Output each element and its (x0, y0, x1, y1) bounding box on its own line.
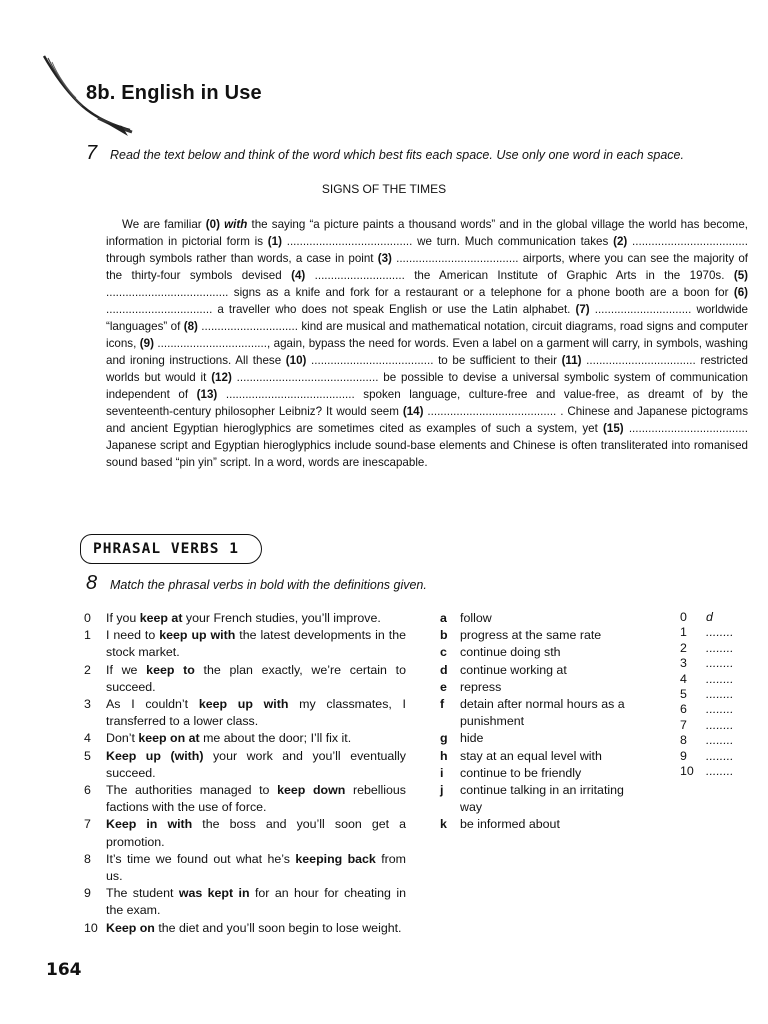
answer-number: 9 (680, 748, 687, 763)
answer-row (680, 672, 750, 687)
sentence-list (84, 610, 406, 937)
sentence-item (84, 816, 406, 850)
sentence-number: 6 (84, 783, 91, 798)
sentence-number: 10 (84, 920, 98, 935)
sentence-number: 2 (84, 662, 91, 677)
definition-list (440, 610, 630, 834)
definition-item (440, 679, 630, 696)
sentence-number: 3 (84, 697, 91, 712)
section-title: 8b. English in Use (86, 82, 262, 104)
sentence-segment: the boss and you’ll soon get a promotion. (106, 817, 406, 849)
passage-segment: (15) (603, 422, 624, 435)
definition-text: repress (460, 679, 502, 694)
sentence-segment: keep up with (159, 628, 236, 643)
answer-blank[interactable]: ........ (706, 702, 734, 717)
passage-segment: (14) (402, 405, 424, 418)
sentence-text (106, 627, 406, 661)
sentence-segment: your French studies, you’ll improve. (182, 611, 381, 625)
answer-blank[interactable]: ........ (706, 671, 734, 686)
passage-paragraph (106, 216, 748, 471)
definition-text: continue working at (460, 662, 567, 677)
sentence-item (84, 851, 406, 885)
sentence-text (106, 920, 406, 937)
answer-blank[interactable]: ........ (706, 640, 734, 655)
passage-segment: ................................. a traveller who does not speak English or use the Latin alphabet. (106, 303, 576, 316)
sentence-item (84, 627, 406, 661)
definition-text: progress at the same rate (460, 628, 602, 643)
passage-segment: .................................... through symbols rather than words, a case in point (106, 235, 748, 265)
sentence-segment: keep on at (138, 731, 200, 746)
definition-text: continue doing sth (460, 645, 561, 660)
sentence-text (106, 748, 406, 782)
answer-row (680, 733, 750, 748)
sentence-item (84, 730, 406, 747)
definition-text: be informed about (460, 817, 560, 832)
definition-text: continue to be friendly (460, 765, 582, 780)
passage-segment: ....................................... we turn. Much communication takes (281, 235, 614, 248)
definition-text: stay at an equal level with (460, 748, 602, 763)
passage-segment: (6) (733, 286, 748, 299)
passage-segment: the saying “a picture paints a thousand words” and in the global village the world has become, information in pictorial form is (106, 218, 749, 248)
passage-segment: .................................., again, bypass the need for words. Even a label on a garment will carry, in symbols, washing and ironing instructions. All these (106, 337, 748, 367)
sentence-segment: the latest developments in the stock market. (106, 628, 406, 660)
passage-segment: ........................................ . Chinese and Japanese pictograms and ancient Egyptian hieroglyphics are sometimes cited as examples of such a system, yet (106, 405, 748, 435)
sentence-text (106, 816, 406, 850)
answer-row (680, 610, 750, 625)
sentence-text (106, 696, 406, 730)
definition-item (440, 610, 630, 627)
passage-segment: (3) (377, 252, 392, 265)
definition-item (440, 696, 630, 730)
answer-number: 8 (680, 733, 687, 748)
answer-number: 5 (680, 687, 687, 702)
answer-number: 6 (680, 702, 687, 717)
sentence-segment: keep down (277, 783, 346, 798)
sentence-item (84, 748, 406, 782)
answer-number: 4 (680, 671, 687, 686)
answer-row (680, 764, 750, 779)
passage-segment: (5) (733, 269, 748, 282)
sentence-segment: your work and you’ll eventually succeed. (106, 748, 406, 780)
passage-segment: (13) (196, 388, 218, 401)
passage-segment: (12) (211, 371, 232, 384)
definition-letter: h (440, 748, 448, 763)
definition-letter: i (440, 765, 444, 780)
gap-fill-passage (106, 216, 748, 471)
sentence-segment: It’s time we found out what he’s (106, 851, 296, 866)
answer-row (680, 641, 750, 656)
definition-item (440, 765, 630, 782)
answer-row (680, 625, 750, 640)
answer-blank[interactable]: ........ (706, 656, 734, 671)
definition-item (440, 782, 630, 816)
exercise-7-number: 7 (86, 142, 98, 164)
answer-row (680, 718, 750, 733)
answer-blank[interactable]: ........ (706, 748, 734, 763)
answer-row (680, 702, 750, 717)
sentence-segment: keep up with (198, 697, 289, 712)
answer-blank[interactable]: ........ (706, 625, 734, 640)
sentence-segment: the diet and you’ll soon begin to lose weight. (154, 920, 402, 935)
answer-blank[interactable]: ........ (706, 733, 734, 748)
definition-letter: g (440, 731, 448, 746)
sentence-segment: Keep in with (106, 817, 193, 832)
sentence-segment: keep to (146, 662, 195, 677)
sentence-text (106, 782, 406, 816)
sentence-item (84, 610, 406, 627)
sentence-text (106, 885, 406, 919)
sentence-segment: me about the door; I’ll fix it. (199, 731, 352, 746)
exercise-8-instruction: Match the phrasal verbs in bold with the definitions given. (110, 578, 427, 592)
sentence-number: 1 (84, 628, 91, 643)
sentence-segment: The student (106, 886, 179, 901)
page-number: 164 (46, 960, 82, 980)
sentence-item (84, 885, 406, 919)
answer-number: 2 (680, 640, 687, 655)
passage-segment: ...................................... airports, where you can see the majority of the thirty-four symbols devised (106, 252, 748, 282)
exercise-7-instruction: Read the text below and think of the word which best fits each space. Use only one word in each space. (110, 148, 684, 162)
definition-letter: a (440, 611, 447, 625)
sentence-segment: my classmates, I transferred to a lower class. (106, 697, 406, 729)
passage-segment: .................................. restricted worlds but would it (106, 354, 749, 384)
definition-item (440, 627, 630, 644)
sentence-text (106, 851, 406, 885)
answer-number: 1 (680, 625, 687, 640)
passage-segment: ..................................... Japanese script and Egyptian hieroglyphics include sound-base elements and Chinese is often transliterated into romanised sound based “pin yin” script. In a word, words are inescapable. (106, 422, 749, 469)
sentence-text (106, 730, 406, 747)
sentence-number: 5 (84, 748, 91, 763)
sentence-segment: As I couldn’t (106, 697, 199, 712)
definition-item (440, 816, 630, 833)
passage-segment: (1) (267, 235, 282, 248)
answer-row (680, 687, 750, 702)
answer-number: 7 (680, 717, 687, 732)
definition-item (440, 748, 630, 765)
definition-item (440, 662, 630, 679)
passage-segment: (8) (183, 320, 198, 333)
passage-segment: ............................................ be possible to devise a universal symbolic system of communication independent of (106, 371, 749, 401)
passage-segment: (11) (561, 354, 582, 367)
definition-letter: b (440, 628, 448, 643)
sentence-number: 0 (84, 611, 91, 625)
sentence-item (84, 782, 406, 816)
answer-blank[interactable]: ........ (706, 717, 734, 732)
sentence-segment: the plan exactly, we’re certain to succeed. (106, 662, 406, 694)
answer-blank[interactable]: ........ (706, 764, 734, 779)
answer-row (680, 656, 750, 671)
sentence-segment: If you (106, 611, 140, 625)
definition-letter: d (440, 662, 448, 677)
passage-segment: ...................................... signs as a knife and fork for a restaurant or a telephone for a phone booth are a boon for (106, 286, 734, 299)
answer-row (680, 749, 750, 764)
passage-segment: (10) (285, 354, 307, 367)
definition-letter: f (440, 697, 445, 712)
sentence-segment: I need to (106, 628, 160, 643)
sentence-segment: Keep on (106, 920, 155, 935)
sentence-item (84, 920, 406, 937)
sentence-number: 8 (84, 851, 91, 866)
answer-blank[interactable]: d (706, 610, 713, 624)
sentence-segment: keeping back (295, 851, 376, 866)
phrasal-verbs-badge (80, 534, 262, 564)
definition-letter: k (440, 817, 447, 832)
definition-item (440, 730, 630, 747)
sentence-segment: Keep up (with) (106, 748, 204, 763)
sentence-text (106, 662, 406, 696)
definition-item (440, 644, 630, 661)
sentence-item (84, 662, 406, 696)
definition-letter: e (440, 679, 447, 694)
definition-text: follow (460, 611, 492, 625)
exercise-8-number: 8 (86, 572, 98, 594)
sentence-segment: keep at (139, 611, 183, 625)
sentence-number: 7 (84, 817, 91, 832)
passage-segment: We are familiar (122, 218, 206, 231)
passage-segment: ............................ the American Institute of Graphic Arts in the 1970s. (305, 269, 734, 282)
phrasal-verbs-badge-label: PHRASAL VERBS 1 (93, 541, 239, 557)
sentence-segment: The authorities managed to (106, 783, 278, 798)
sentence-number: 4 (84, 731, 91, 746)
sentence-segment: rebellious factions with the use of force. (106, 783, 407, 815)
definition-text: detain after normal hours as a punishment (460, 697, 625, 729)
passage-segment: (0) (205, 218, 225, 231)
answer-number: 0 (680, 610, 687, 624)
passage-segment: .............................. worldwide “languages” of (106, 303, 748, 333)
passage-segment: (9) (139, 337, 154, 350)
answer-blank[interactable]: ........ (706, 687, 734, 702)
sentence-segment: was kept in (178, 886, 250, 901)
passage-segment: with (224, 218, 248, 231)
passage-segment: ........................................ spoken language, culture-free and value-free, as dreamt of by the seventeenth-century philosopher Leibniz? It would seem (106, 388, 748, 418)
passage-segment: (7) (575, 303, 590, 316)
definition-text: hide (460, 731, 484, 746)
passage-segment: ...................................... to be sufficient to their (306, 354, 562, 367)
definition-text: continue talking in an irritating way (460, 783, 624, 815)
definition-letter: c (440, 645, 447, 660)
sentence-segment: If we (106, 662, 147, 677)
sentence-number: 9 (84, 886, 91, 901)
answer-number: 3 (680, 656, 687, 671)
sentence-segment: for an hour for cheating in the exam. (106, 886, 406, 918)
sentence-item (84, 696, 406, 730)
passage-segment: (4) (291, 269, 306, 282)
sentence-segment: Don’t (106, 731, 139, 746)
answer-key (680, 610, 750, 779)
passage-segment: (2) (613, 235, 628, 248)
definition-letter: j (440, 783, 444, 798)
sentence-text (106, 610, 406, 627)
passage-segment: .............................. kind are musical and mathematical notation, circuit diagrams, road signs and computer icons, (106, 320, 748, 350)
sentence-segment: from us. (106, 851, 406, 884)
text-title: SIGNS OF THE TIMES (321, 182, 447, 196)
answer-number: 10 (680, 764, 694, 779)
